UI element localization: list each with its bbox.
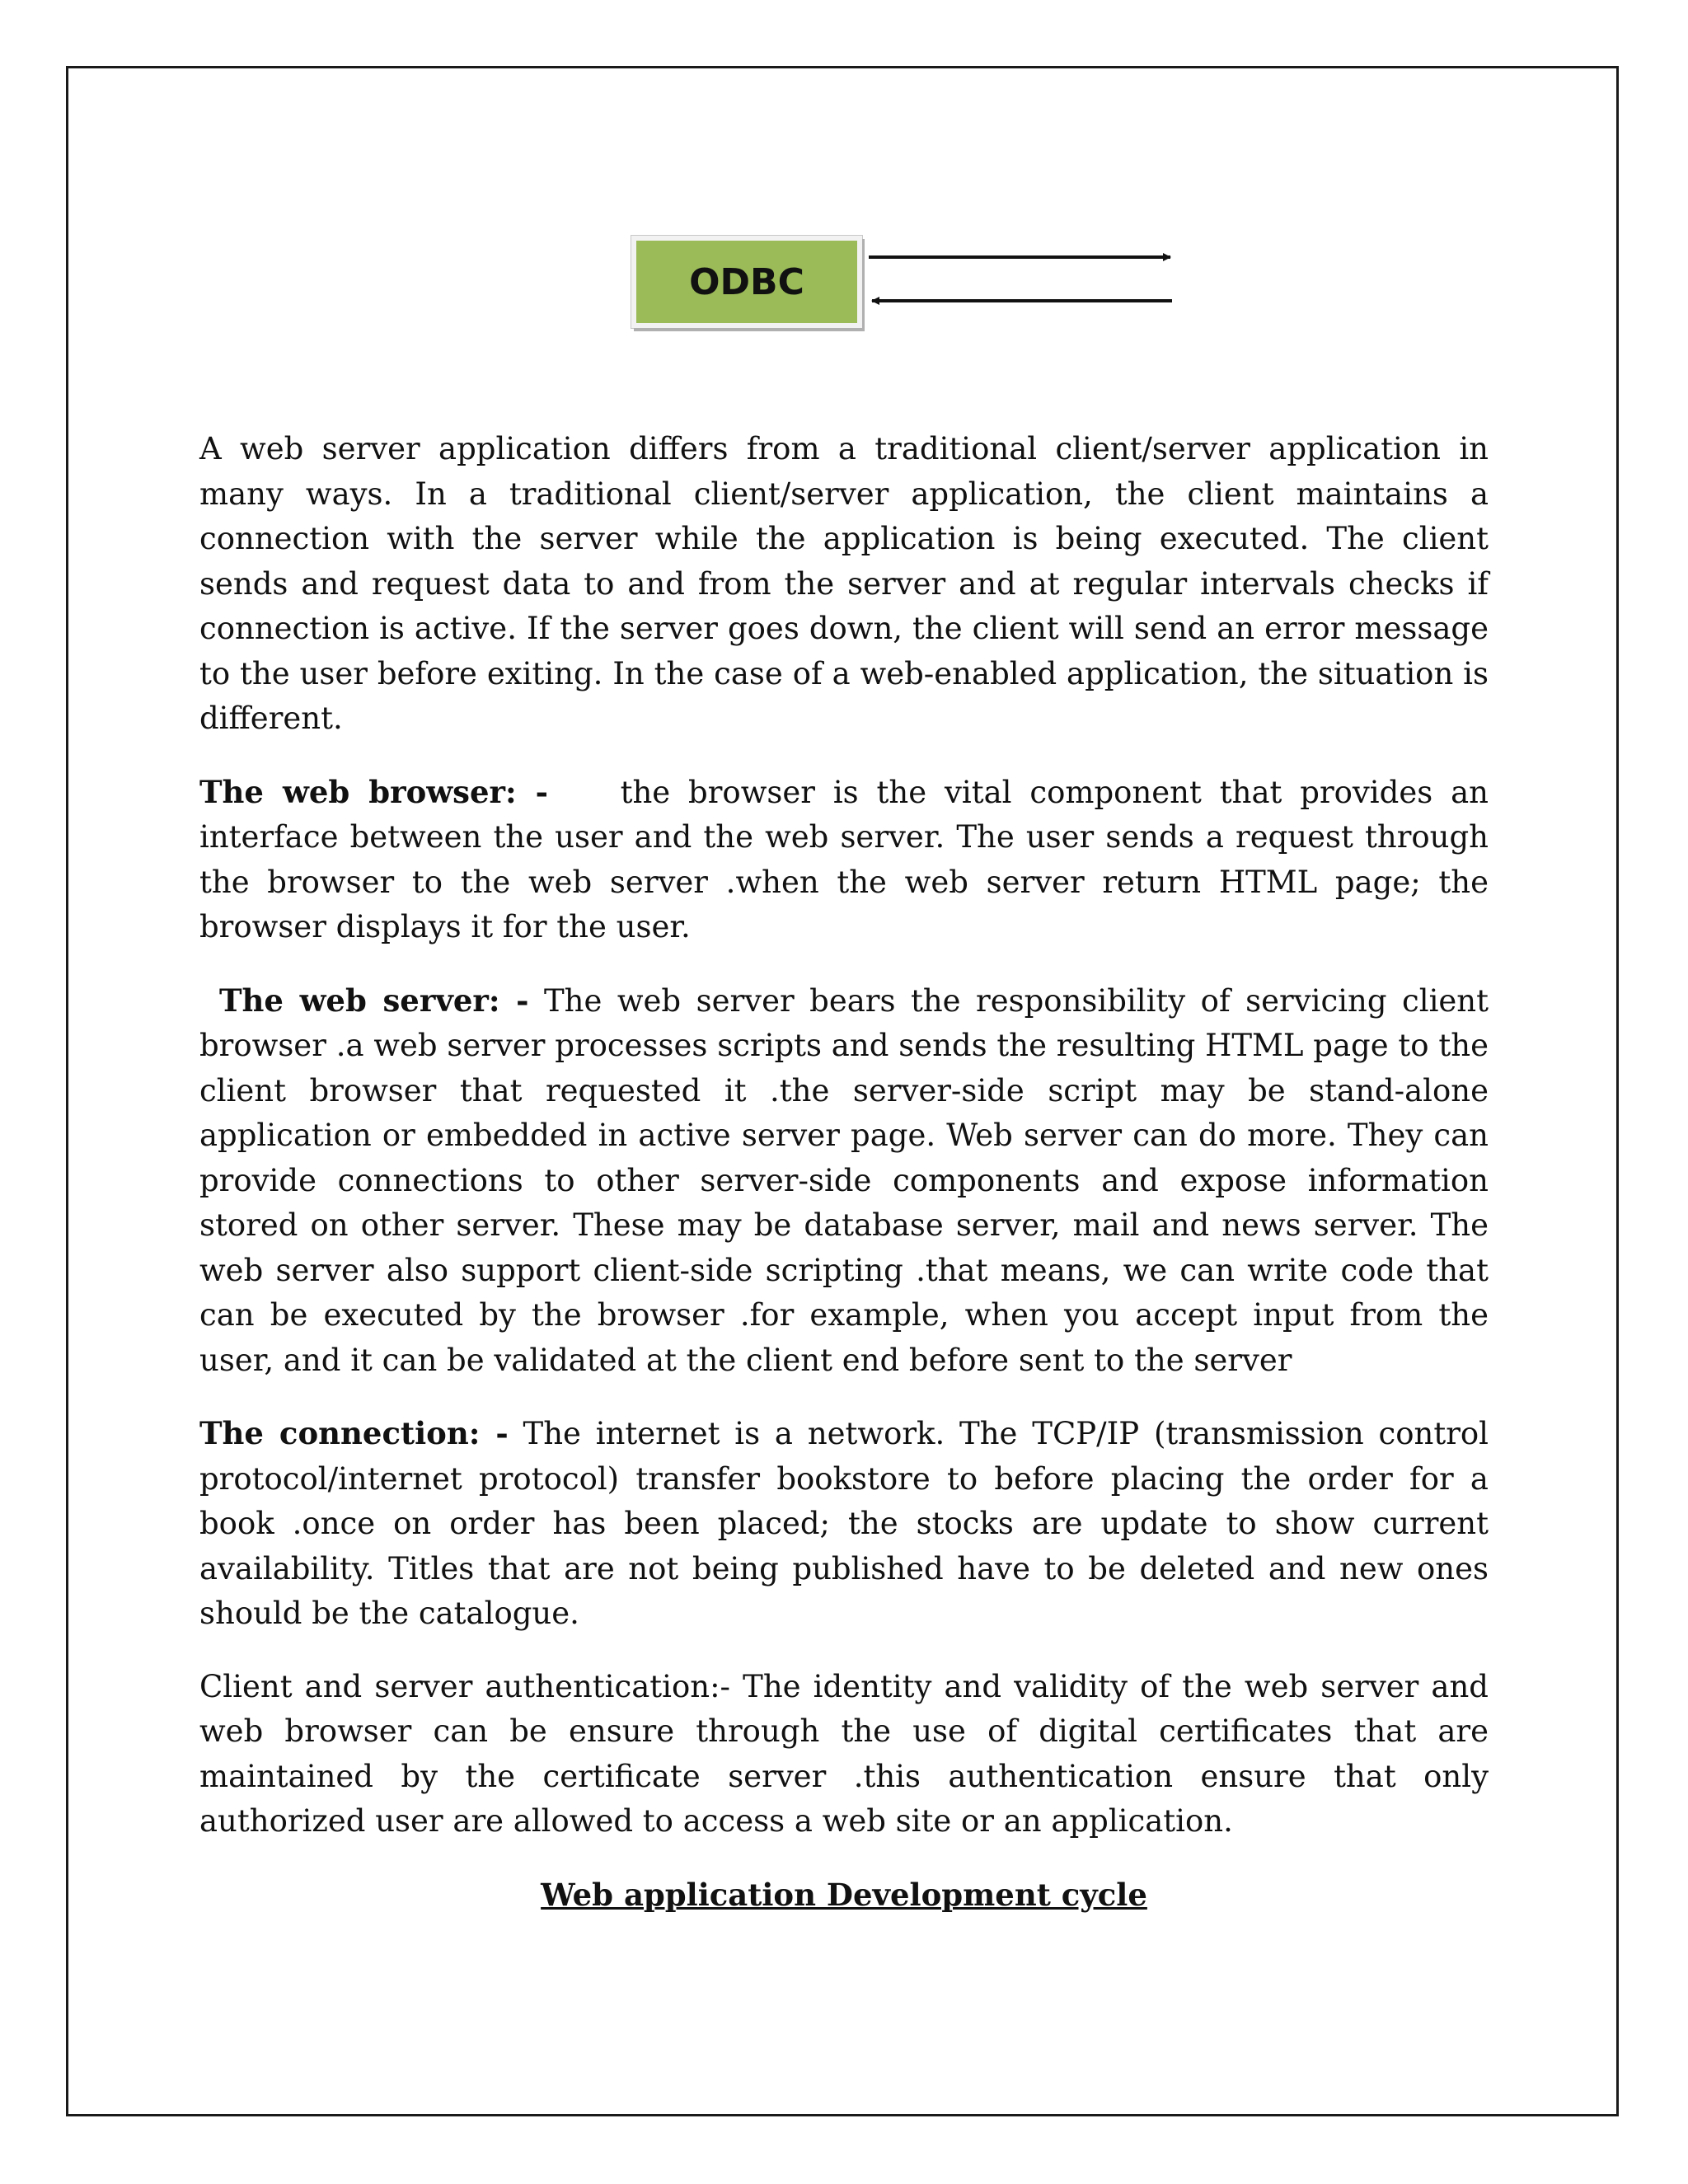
section-heading: Web application Development cycle bbox=[541, 1876, 1147, 1913]
paragraph-authentication-text: Client and server authentication:- The identity and validity of the web server and web browser can be ensure through the use of digital certificates that are maintained by the certificate server .this authentication ensure that only authorized user are allowed to access a web site or an application. bbox=[199, 1668, 1489, 1839]
lead-web-server: The web server: - bbox=[219, 982, 529, 1019]
paragraph-intro-text: A web server application differs from a traditional client/server application in many ways. In a traditional client/server application, the client maintains a connection with the server while the application is being executed. The client sends and request data to and from the server and at regular intervals checks if connection is active. If the server goes down, the client will send an error message to the user before exiting. In the case of a web-enabled application, the situation is different. bbox=[199, 431, 1489, 736]
paragraph-authentication bbox=[199, 1665, 1489, 1844]
paragraph-web-browser-text: the browser is the vital component that provides an interface between the user and the web server. The user sends a request through the browser to the web server .when the web server return HTML page; the browser displays it for the user. bbox=[199, 774, 1498, 944]
paragraph-web-browser bbox=[199, 770, 1498, 950]
bidirectional-arrows bbox=[865, 231, 1195, 330]
odbc-box: ODBC bbox=[631, 236, 862, 328]
lead-connection: The connection: - bbox=[199, 1415, 509, 1451]
paragraph-connection bbox=[199, 1411, 1489, 1637]
paragraph-intro bbox=[199, 427, 1489, 742]
odbc-diagram bbox=[626, 231, 1187, 363]
lead-web-browser: The web browser: - bbox=[199, 773, 549, 810]
paragraph-web-server bbox=[199, 978, 1489, 1384]
paragraph-web-server-text: The web server bears the responsibility of servicing client browser .a web server processes scripts and sends the resulting HTML page to the client browser that requested it .the server-side script may be stand-alone application or embedded in active server page. Web server can do more. They can provide connections to other server-side components and expose information stored on other server. These may be database server, mail and news server. The web server also support client-side scripting .that means, we can write code that can be executed by the browser .for example, when you accept input from the user, and it can be validated at the client end before sent to the server bbox=[199, 982, 1489, 1378]
paragraph-connection-text: The internet is a network. The TCP/IP (transmission control protocol/internet protocol) transfer bookstore to before placing the order for a book .once on order has been placed; the stocks are update to show current availability. Titles that are not being published have to be deleted and new ones should be the catalogue. bbox=[199, 1416, 1489, 1631]
document-body bbox=[199, 427, 1498, 1917]
